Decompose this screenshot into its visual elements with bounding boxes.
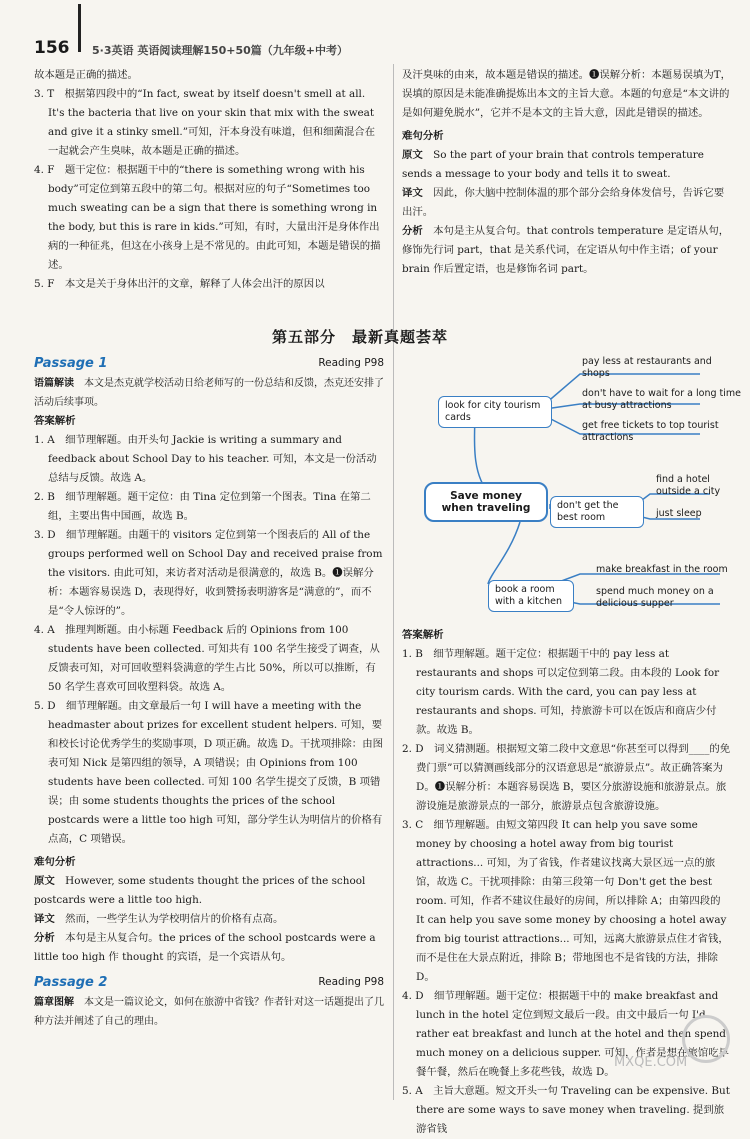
reading-ref: Reading P98: [318, 357, 384, 369]
answer-item: 4. F 题干定位：根据题干中的“there is something wrong with his body”可定位到第五段中的第二句。根据对应的句子“Sometimes too much sweating can be a sign that there is something wrong in the body, but this is rare in kids.”可知，有时，大量出汗是身体作出病的一种征兆，但这在小孩身上是不常见的。由此可知，本题是错误的描述。: [34, 164, 381, 271]
label: 分析: [34, 932, 55, 944]
summary-text: 本文是杰克就学校活动日给老师写的一份总结和反馈，杰克还安排了活动后续事项。: [34, 378, 384, 408]
page-number: 156: [34, 38, 70, 58]
mindmap-leaf: pay less at restaurants and shops: [582, 356, 712, 379]
page-header: [0, 32, 750, 60]
mind-map: [400, 354, 745, 622]
paragraph: 及汗臭味的由来，故本题是错误的描述。❶误解分析：本题易误填为T，误填的原因是未能准确提炼出本文的主旨大意。本题的句意是“本文讲的是如何避免脱水”，它并不是本文的主旨大意，因此是错误的描述。: [402, 69, 732, 119]
answer-item: 3. D 细节理解题。由题干的 visitors 定位到第一个图表后的 All of the groups performed well on School Day and received praise from the visitors. 由此可知，来访者对活动是很满意的，故选 B。❶误解分析：本题容易误选 D，表现得好，收到赞扬表明游客是“满意的”，而不是“令人惊讶的”。: [34, 529, 383, 617]
answer-item: 5. F 本文是关于身体出汗的文章，解释了人体会出汗的原因以: [34, 278, 325, 290]
mindmap-leaf: just sleep: [656, 508, 702, 519]
paragraph: 故本题是正确的描述。: [34, 69, 138, 81]
label: 译文: [402, 187, 423, 199]
answer-item: 3. T 根据第四段中的“In fact, sweat by itself doesn't smell at all. It's the bacteria that live on your skin that mix with the sweat and give it a stinky smell.”可知，汗本身没有味道，但和细菌混合在一起就会产生臭味，故本题是正确的描述。: [34, 88, 376, 157]
label: 原文: [34, 875, 55, 887]
answer-item: 5. A 主旨大意题。短文开头一句 Traveling can be expensive. But there are some ways to save money when traveling. 提到旅游省钱: [402, 1085, 730, 1135]
translation-text: 然而，一些学生认为学校明信片的价格有点高。: [65, 913, 284, 925]
answer-item: 4. A 推理判断题。由小标题 Feedback 后的 Opinions from 100 students have been collected. 可知共有 100 名学生接受了调查，从反馈表可知，对可回收塑料袋满意的学生占比 50%，所以可以推断，有 50 名学生喜欢可回收塑料袋。故选 A。: [34, 624, 380, 693]
answer-item: 2. D 词义猜测题。根据短文第二段中文意思“你甚至可以得到____的免费门票”可以猜测画线部分的汉语意思是“旅游景点”。故正确答案为 D。❶误解分析：本题容易误选 B，要区分旅游设施和旅游景点。旅游设施是旅游景点的一部分，旅游景点包含旅游设施。: [402, 743, 731, 812]
analysis-text: 本句是主从复合句。that controls temperature 是定语从句，修饰先行词 part，that 是关系代词，在定语从句中作主语；of your brain 作后置定语，也是修饰名词 part。: [402, 225, 730, 275]
reading-ref: Reading P98: [318, 976, 384, 988]
answer-item: 5. D 细节理解题。由文章最后一句 I will have a meeting with the headmaster about prizes for excellent student helpers. 可知，要和校长讨论优秀学生的奖励事项，D 项正确。故选 D。干扰项排除：由图表可知 Nick 是第四组的领导，A 项错误；由 Opinions from 100 students have been collected. 可知 100 名学生提交了反馈，B 项错误；由 some students thoughts the prices of the school postcards were a little too high 可知，部分学生认为明信片的价格有点高，C 项错误。: [34, 700, 383, 845]
answers-heading: 答案解析: [402, 629, 444, 641]
center-topic: Save money when traveling: [424, 482, 548, 522]
answer-item: 3. C 细节理解题。由短文第四段 It can help you save some money by choosing a hotel away from big tourist attractions... 可知，为了省钱，作者建议找离大景区远一点的旅馆，故选 C。干扰项排除：由第三段第一句 Don't get the best room. 可知，作者不建议住最好的房间，所以排除 A；由第四段的 It can help you save some money by choosing a hotel away from big tourist attractions... 可知，远离大旅游景点住才省钱，而不是住在大景点附近，排除 B；带地图也不是省钱的方法，排除 D。: [402, 819, 729, 983]
watermark: MXQE.COM: [614, 1055, 688, 1070]
answers-heading: 答案解析: [34, 415, 76, 427]
column-divider: [393, 64, 394, 1100]
book-title: 5·3英语 英语阅读理解150+50篇（九年级+中考）: [92, 44, 349, 57]
mindmap-leaf: spend much money on a delicious supper: [596, 586, 714, 609]
answer-item: 1. A 细节理解题。由开头句 Jackie is writing a summary and feedback about School Day to his teacher. 可知，本文是一份活动总结与反馈。故选 A。: [34, 434, 377, 484]
passage-title: Passage 2: [34, 975, 108, 990]
mindmap-leaf: find a hotel outside a city: [656, 474, 721, 497]
analysis-heading: 难句分析: [34, 856, 76, 868]
summary-text: 本文是一篇议论文，如何在旅游中省钱？作者针对这一话题提出了几种方法并阐述了自己的理由。: [34, 997, 384, 1027]
answer-item: 2. B 细节理解题。题干定位：由 Tina 定位到第一个图表。Tina 在第二组，主要出售中国画，故选 B。: [34, 491, 371, 522]
analysis-heading: 难句分析: [402, 130, 444, 142]
branch-best-room: don't get the best room: [550, 496, 644, 528]
translation-text: 因此，你大脑中控制体温的那个部分会给身体发信号，告诉它要出汗。: [402, 187, 725, 218]
original-text: However, some students thought the prices of the school postcards were a little too high.: [34, 875, 366, 906]
label: 分析: [402, 225, 423, 237]
right-top-block: [402, 66, 732, 279]
analysis-text: 本句是主从复合句。the prices of the school postcards were a little too high 作 thought 的宾语，是一个宾语从句。: [34, 932, 376, 963]
passage1-block: [34, 354, 384, 1031]
branch-tourism-cards: look for city tourism cards: [438, 396, 552, 428]
label: 篇章图解: [34, 997, 74, 1008]
label: 语篇解读: [34, 378, 74, 389]
header-bar: [78, 4, 81, 52]
mindmap-leaf: make breakfast in the room: [596, 564, 728, 575]
label: 原文: [402, 149, 423, 161]
left-top-block: [34, 66, 384, 294]
branch-kitchen: book a room with a kitchen: [488, 580, 574, 612]
original-text: So the part of your brain that controls temperature sends a message to your body and tells it to sweat.: [402, 149, 704, 180]
answer-item: 1. B 细节理解题。题干定位：根据题干中的 pay less at restaurants and shops 可以定位到第二段。由本段的 Look for city tourism cards. With the card, you can pay less at restaurants and shops. 可知，持旅游卡可以在饭店和商店少付款。故选 B。: [402, 648, 720, 736]
passage-title: Passage 1: [34, 356, 108, 371]
mindmap-leaf: get free tickets to top tourist attractions: [582, 420, 719, 443]
mindmap-leaf: don't have to wait for a long time at busy attractions: [582, 388, 741, 411]
label: 译文: [34, 913, 55, 925]
watermark-icon: [682, 1015, 730, 1063]
section-title: 第五部分 最新真题荟萃: [272, 328, 449, 346]
answer-item: 4. D 细节理解题。题干定位：根据题干中的 make breakfast and lunch in the hotel 定位到短文最后一段。由文中最后一句 I'd rather eat breakfast and lunch at the hotel and then spend much money on a delicious supper. 可知，作者是想在旅馆吃早餐午餐，然后在晚餐上多花些钱，故选 D。: [402, 990, 729, 1078]
